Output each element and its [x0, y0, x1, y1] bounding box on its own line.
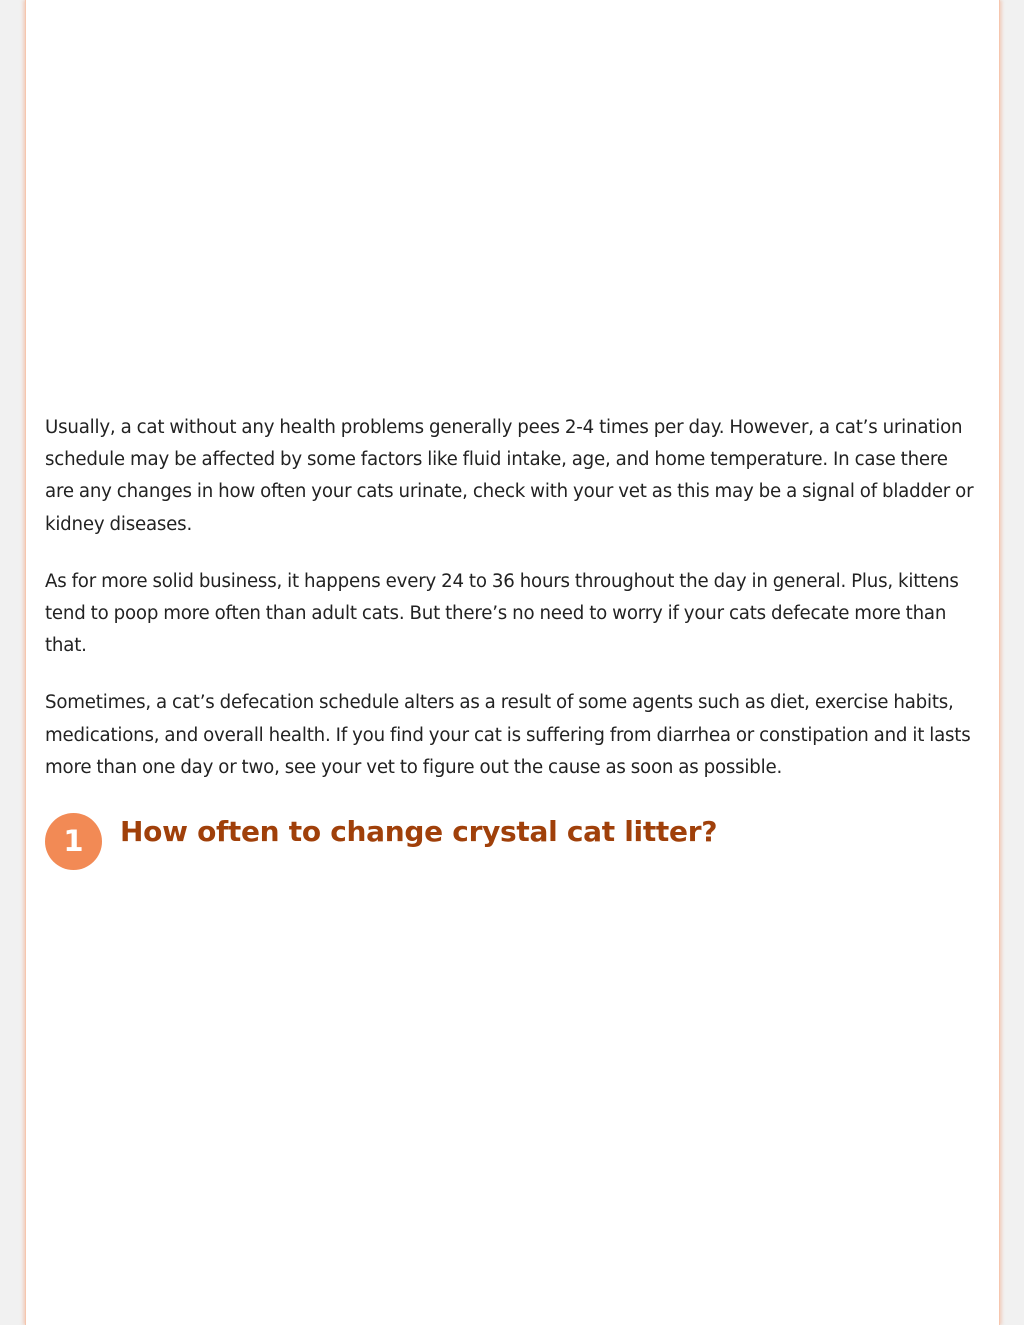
- paragraph-urination: Usually, a cat without any health problems generally pees 2-4 times per day. However, a cat’s urination schedule may be affected by some factors like fluid intake, age, and home temperature. In case there are any changes in how often your cats urinate, check with your vet as this may be a signal of bladder or kidney diseases.: [45, 417, 974, 535]
- article-body: [45, 412, 975, 809]
- paragraph-defecation-schedule: Sometimes, a cat’s defecation schedule alters as a result of some agents such as diet, exercise habits, medications, and overall health. If you find your cat is suffering from diarrhea or constipation and it lasts more than one day or two, see your vet to figure out the cause as soon as possible.: [45, 692, 971, 778]
- paragraph-defecation-frequency: As for more solid business, it happens every 24 to 36 hours throughout the day in general. Plus, kittens tend to poop more often than adult cats. But there’s no need to worry if your cats defecate more than that.: [45, 570, 959, 657]
- section-heading-row: [45, 812, 975, 872]
- section-number-badge: 1: [45, 813, 102, 870]
- document-page: [25, 0, 1000, 1325]
- section-heading: How often to change crystal cat litter?: [120, 815, 718, 848]
